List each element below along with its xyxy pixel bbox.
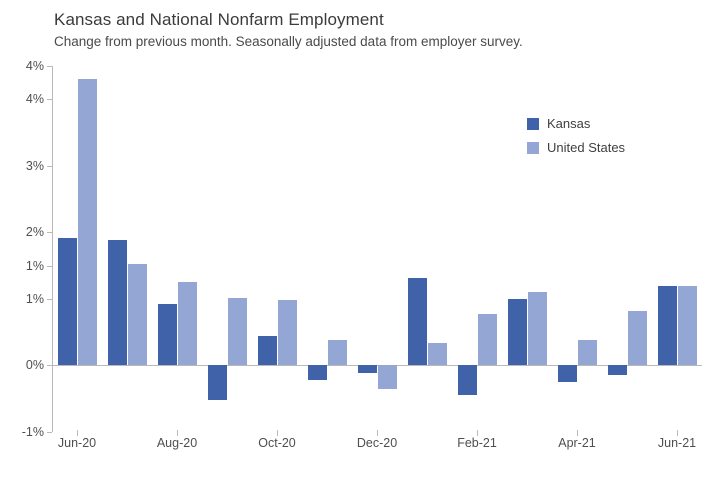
bar [278, 300, 297, 365]
y-axis-tick-label: 4% [25, 92, 44, 107]
bar [508, 299, 527, 366]
x-axis-tick-mark [577, 430, 578, 436]
y-axis-tick-label: 4% [25, 59, 44, 73]
x-axis-tick-label: Aug-20 [156, 436, 198, 450]
bar [128, 264, 147, 366]
bar [478, 314, 497, 366]
x-axis-tick-mark [477, 430, 478, 436]
y-axis-tick-label: 2% [25, 225, 44, 240]
x-axis-tick-label: Oct-20 [258, 436, 296, 450]
bar [608, 365, 627, 375]
y-axis-tick-label: 1% [25, 258, 44, 273]
chart-subtitle: Change from previous month. Seasonally adjusted data from employer survey. [54, 34, 523, 49]
y-axis-tick-label: -1% [21, 425, 44, 439]
chart-legend [527, 116, 625, 164]
bar [678, 286, 697, 366]
legend-item-united-states [527, 140, 625, 155]
legend-item-kansas [527, 116, 625, 131]
y-axis-tick-label: 0% [25, 358, 44, 373]
bar [228, 298, 247, 366]
x-axis-tick-mark [377, 430, 378, 436]
x-axis-labels [52, 436, 702, 456]
bar [158, 304, 177, 365]
bar [408, 278, 427, 366]
chart-title: Kansas and National Nonfarm Employment [54, 10, 384, 29]
bar [578, 340, 597, 365]
x-axis-tick-label: Dec-20 [356, 436, 398, 450]
y-axis-tick-label: 1% [25, 291, 44, 306]
x-axis-tick-mark [77, 430, 78, 436]
bar [78, 79, 97, 365]
x-axis-tick-mark [177, 430, 178, 436]
bar [328, 340, 347, 365]
bar [358, 365, 377, 373]
bar [308, 365, 327, 380]
bar [58, 238, 77, 366]
bar [178, 282, 197, 365]
legend-swatch-icon [527, 118, 539, 130]
x-axis-tick-label: Apr-21 [558, 436, 596, 450]
x-axis-tick-label: Jun-21 [657, 436, 697, 450]
x-axis-tick-mark [677, 430, 678, 436]
bar [458, 365, 477, 395]
bar [558, 365, 577, 382]
bar [208, 365, 227, 400]
x-axis-tick-label: Feb-21 [457, 436, 497, 450]
legend-label: Kansas [547, 116, 591, 131]
bar [378, 365, 397, 388]
bar [428, 343, 447, 365]
bar [658, 286, 677, 366]
legend-swatch-icon [527, 142, 539, 154]
x-axis-tick-mark [277, 430, 278, 436]
bar [258, 336, 277, 366]
bar [108, 240, 127, 365]
y-axis-tick-label: 3% [25, 158, 44, 173]
bar [628, 311, 647, 366]
x-axis-tick-label: Jun-20 [57, 436, 97, 450]
bar [528, 292, 547, 365]
legend-label: United States [547, 140, 626, 155]
y-axis-tick-mark [47, 432, 52, 433]
